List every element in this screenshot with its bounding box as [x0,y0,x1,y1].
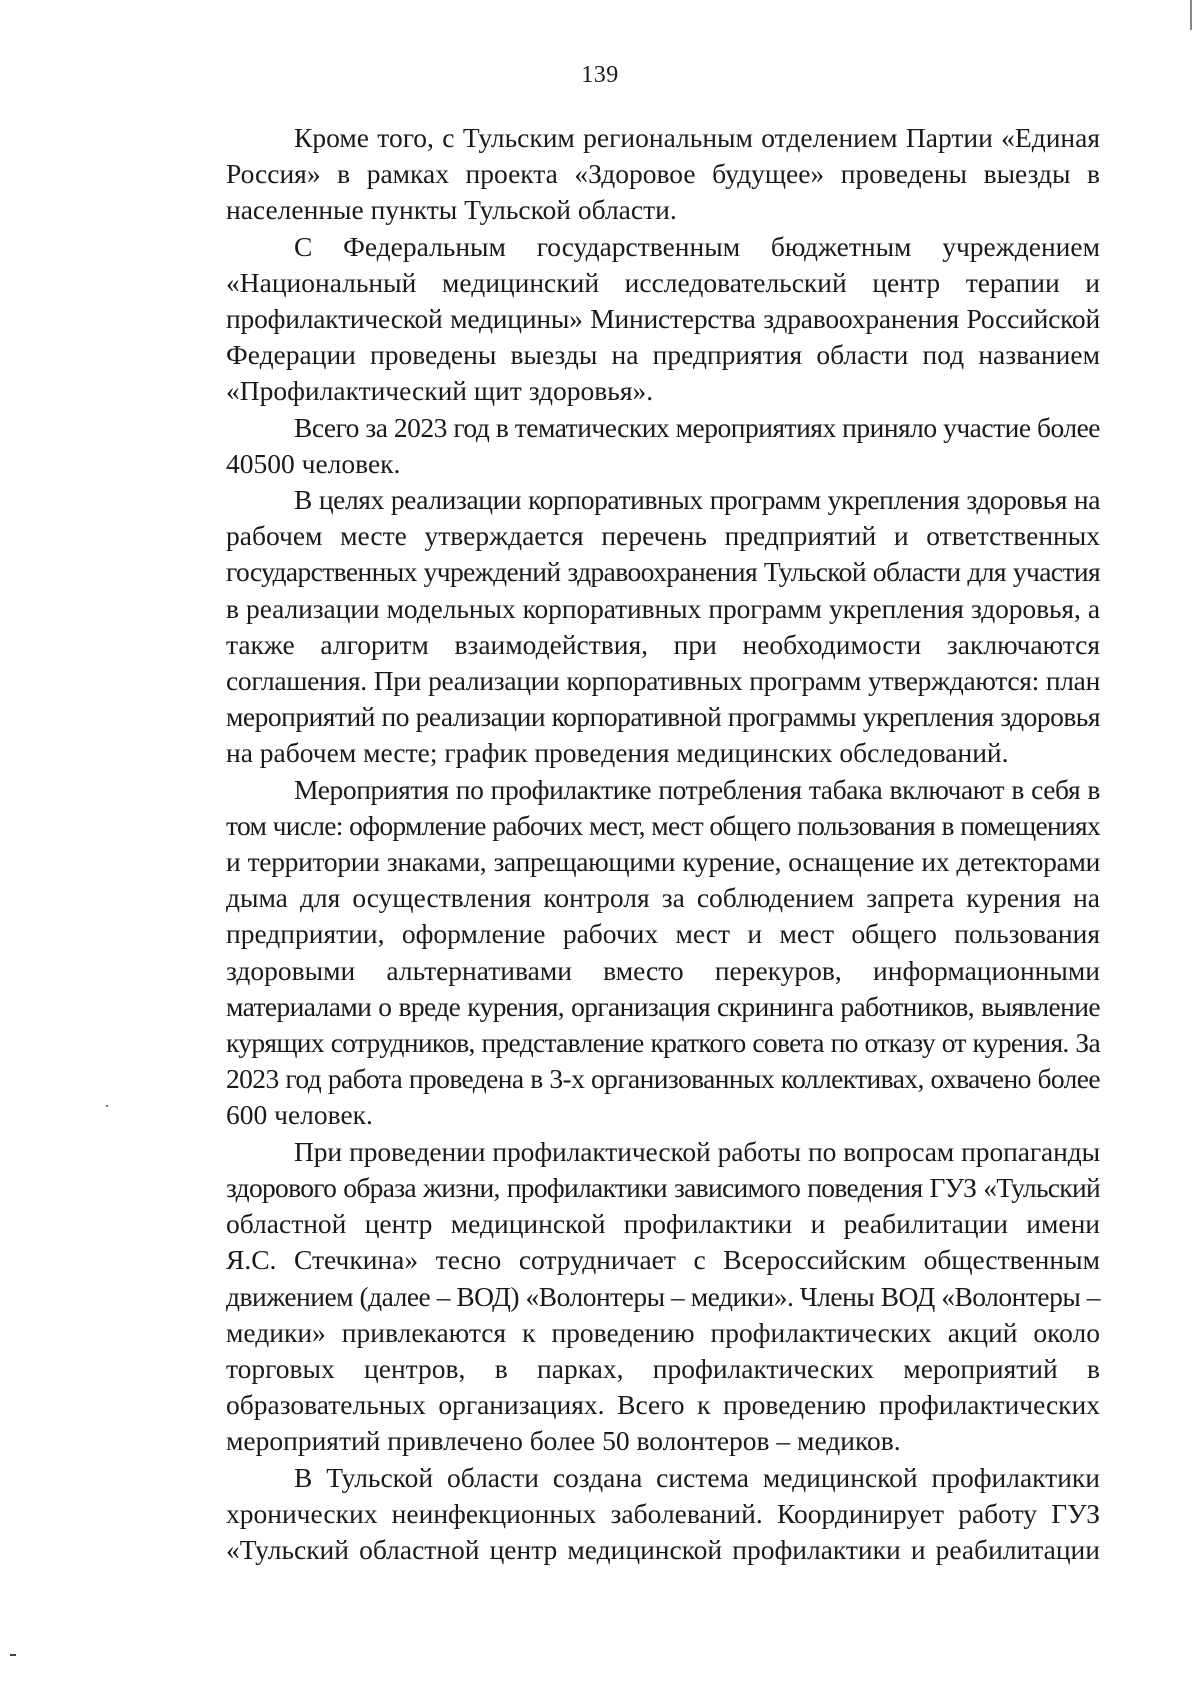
text-line: Федерации проведены выезды на предприятия области под названием [226,339,1100,371]
text-line: При проведении профилактической работы по вопросам пропаганды [294,1135,1100,1167]
text-line: 600 человек. [226,1099,373,1131]
text-line: предприятии, оформление рабочих мест и мест общего пользования [226,918,1100,950]
text-line: мероприятий привлечено более 50 волонтеров – медиков. [226,1425,901,1457]
text-line: 2023 год работа проведена в 3-х организованных коллективах, охвачено более [226,1063,1100,1095]
paragraph [158,1134,1100,1460]
text-line: хронических неинфекционных заболеваний. Координирует работу ГУЗ [226,1497,1100,1529]
text-line: областной центр медицинской профилактики и реабилитации имени [226,1208,1100,1240]
text-line: соглашения. При реализации корпоративных программ утверждаются: план [226,665,1100,697]
paragraph [158,772,1100,1134]
scan-artifact [10,1654,16,1656]
text-line: здорового образа жизни, профилактики зависимого поведения ГУЗ «Тульский [226,1171,1100,1203]
text-line: профилактической медицины» Министерства здравоохранения Российской [226,303,1100,335]
paragraph [158,120,1100,229]
scan-artifact [106,1105,108,1107]
text-line: мероприятий по реализации корпоративной программы укрепления здоровья [226,701,1100,733]
text-line: движением (далее – ВОД) «Волонтеры – медики». Члены ВОД «Волонтеры – [226,1280,1100,1312]
text-line: Россия» в рамках проекта «Здоровое будущее» проведены выезды в [226,158,1100,190]
text-line: «Национальный медицинский исследовательский центр терапии и [226,266,1100,298]
text-line: торговых центров, в парках, профилактических мероприятий в [226,1352,1100,1384]
text-line: В Тульской области создана система медицинской профилактики [294,1461,1100,1493]
text-line: В целях реализации корпоративных программ укрепления здоровья на [294,484,1100,516]
text-line: государственных учреждений здравоохранения Тульской области для участия [226,556,1100,588]
text-line: здоровыми альтернативами вместо перекуров, информационными [226,954,1100,986]
paragraph [158,482,1100,772]
text-line: рабочем месте утверждается перечень предприятий и ответственных [226,520,1100,552]
text-line: Я.С. Стечкина» тесно сотрудничает с Всероссийским общественным [226,1244,1100,1276]
paragraph [158,229,1100,410]
text-line: в реализации модельных корпоративных программ укрепления здоровья, а [226,592,1100,624]
text-line: медики» привлекаются к проведению профилактических акций около [226,1316,1100,1348]
text-line: Мероприятия по профилактике потребления табака включают в себя в [294,773,1100,805]
text-line: «Тульский областной центр медицинской профилактики и реабилитации [226,1533,1100,1565]
page-number: 139 [581,62,619,88]
scan-artifact [1190,0,1192,30]
text-line: курящих сотрудников, представление краткого совета по отказу от курения. За [226,1027,1100,1059]
text-line: дыма для осуществления контроля за соблюдением запрета курения на [226,882,1100,914]
text-line: и территории знаками, запрещающими курение, оснащение их детекторами [226,846,1100,878]
text-line: Кроме того, с Тульским региональным отделением Партии «Единая [294,122,1100,153]
text-line: том числе: оформление рабочих мест, мест общего пользования в помещениях [226,809,1100,841]
text-line: «Профилактический щит здоровья». [226,375,654,407]
paragraph [158,1460,1100,1569]
text-line: также алгоритм взаимодействия, при необходимости заключаются [226,628,1100,660]
text-line: на рабочем месте; график проведения медицинских обследований. [226,737,1009,769]
text-line: С Федеральным государственным бюджетным учреждением [294,230,1100,262]
text-line: населенные пункты Тульской области. [226,194,677,226]
paragraph [158,410,1100,482]
document-body [158,120,1100,1568]
text-line: 40500 человек. [226,447,401,479]
text-line: образовательных организациях. Всего к проведению профилактических [226,1389,1100,1421]
text-line: материалами о вреде курения, организация скрининга работников, выявление [226,990,1100,1022]
text-line: Всего за 2023 год в тематических мероприятиях приняло участие более [294,411,1100,443]
